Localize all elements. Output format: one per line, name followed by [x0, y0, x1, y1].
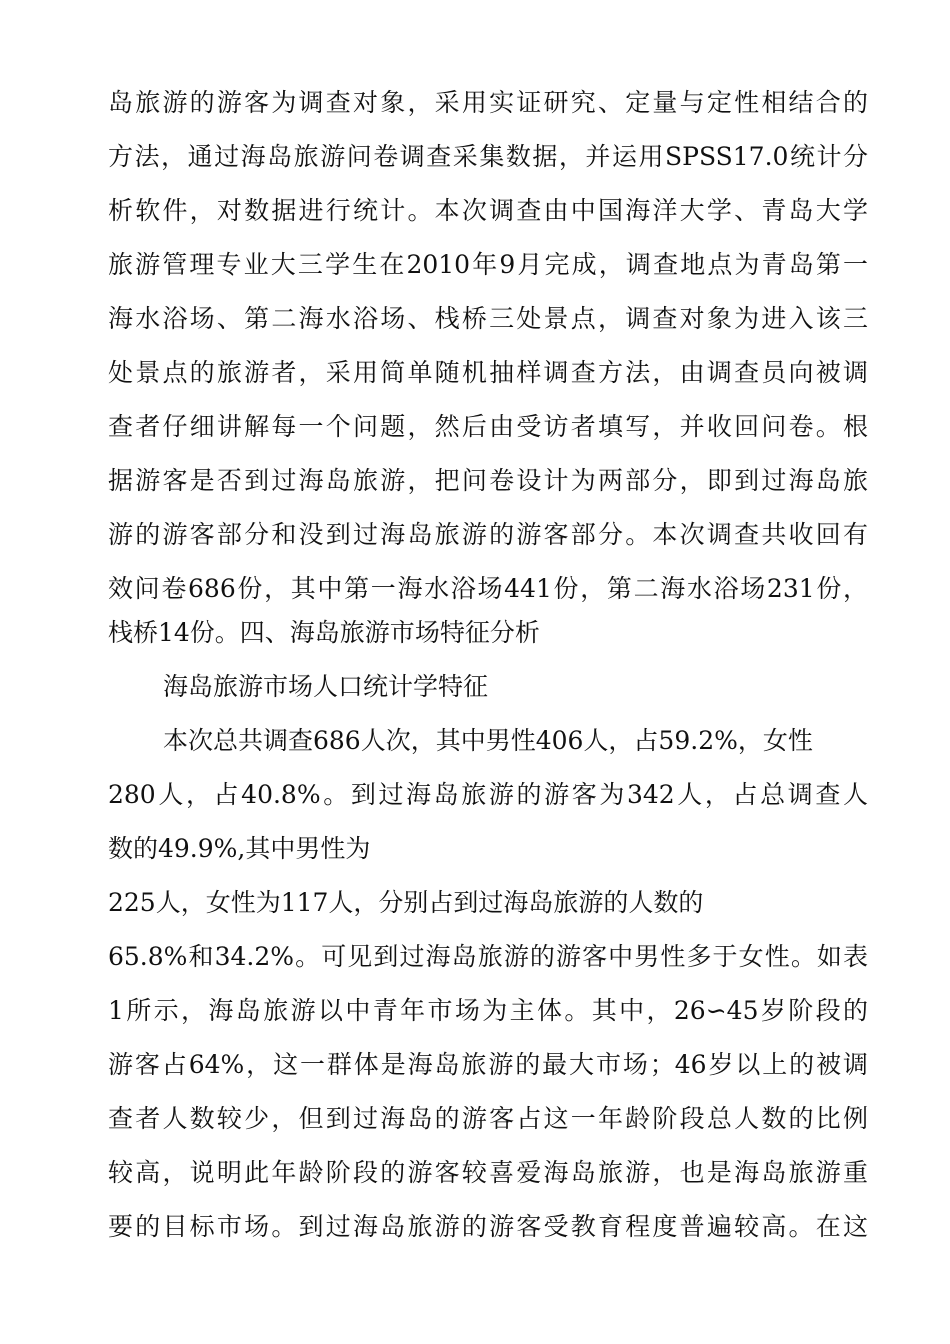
body-text-line: 旅游管理专业大三学生在2010年9月完成，调查地点为青岛第一 [108, 250, 868, 279]
body-text-line: 效问卷686份，其中第一海水浴场441份，第二海水浴场231份， [108, 574, 868, 603]
body-text-line: 处景点的旅游者，采用简单随机抽样调查方法，由调查员向被调 [108, 358, 868, 387]
body-text-line: 65.8%和34.2%。可见到过海岛旅游的游客中男性多于女性。如表 [108, 942, 868, 971]
body-text-line: 要的目标市场。到过海岛旅游的游客受教育程度普遍较高。在这 [108, 1212, 868, 1241]
body-text-line: 查者人数较少，但到过海岛的游客占这一年龄阶段总人数的比例 [108, 1104, 868, 1133]
body-text-line: 析软件，对数据进行统计。本次调查由中国海洋大学、青岛大学 [108, 196, 868, 225]
body-text-line: 岛旅游的游客为调查对象，采用实证研究、定量与定性相结合的 [108, 88, 868, 117]
body-text-line: 游客占64%，这一群体是海岛旅游的最大市场；46岁以上的被调 [108, 1050, 868, 1079]
body-text-line: 较高，说明此年龄阶段的游客较喜爱海岛旅游，也是海岛旅游重 [108, 1158, 868, 1187]
body-text-line: 查者仔细讲解每一个问题，然后由受访者填写，并收回问卷。根 [108, 412, 868, 441]
section-heading: 海岛旅游市场人口统计学特征 [163, 672, 489, 701]
body-text-line: 1所示，海岛旅游以中青年市场为主体。其中，26∽45岁阶段的 [108, 996, 868, 1025]
body-text-line: 本次总共调查686人次，其中男性406人，占59.2%，女性 [163, 726, 813, 755]
body-text-line: 数的49.9%,其中男性为 [108, 834, 371, 863]
body-text-line: 方法，通过海岛旅游问卷调查采集数据，并运用SPSS17.0统计分 [108, 142, 868, 171]
body-text-line: 海水浴场、第二海水浴场、栈桥三处景点，调查对象为进入该三 [108, 304, 868, 333]
body-text-line: 225人，女性为117人，分别占到过海岛旅游的人数的 [108, 888, 704, 917]
body-text-line: 栈桥14份。四、海岛旅游市场特征分析 [108, 618, 540, 647]
body-text-line: 游的游客部分和没到过海岛旅游的游客部分。本次调查共收回有 [108, 520, 868, 549]
body-text-line: 280人，占40.8%。到过海岛旅游的游客为342人，占总调查人 [108, 780, 868, 809]
body-text-line: 据游客是否到过海岛旅游，把问卷设计为两部分，即到过海岛旅 [108, 466, 868, 495]
